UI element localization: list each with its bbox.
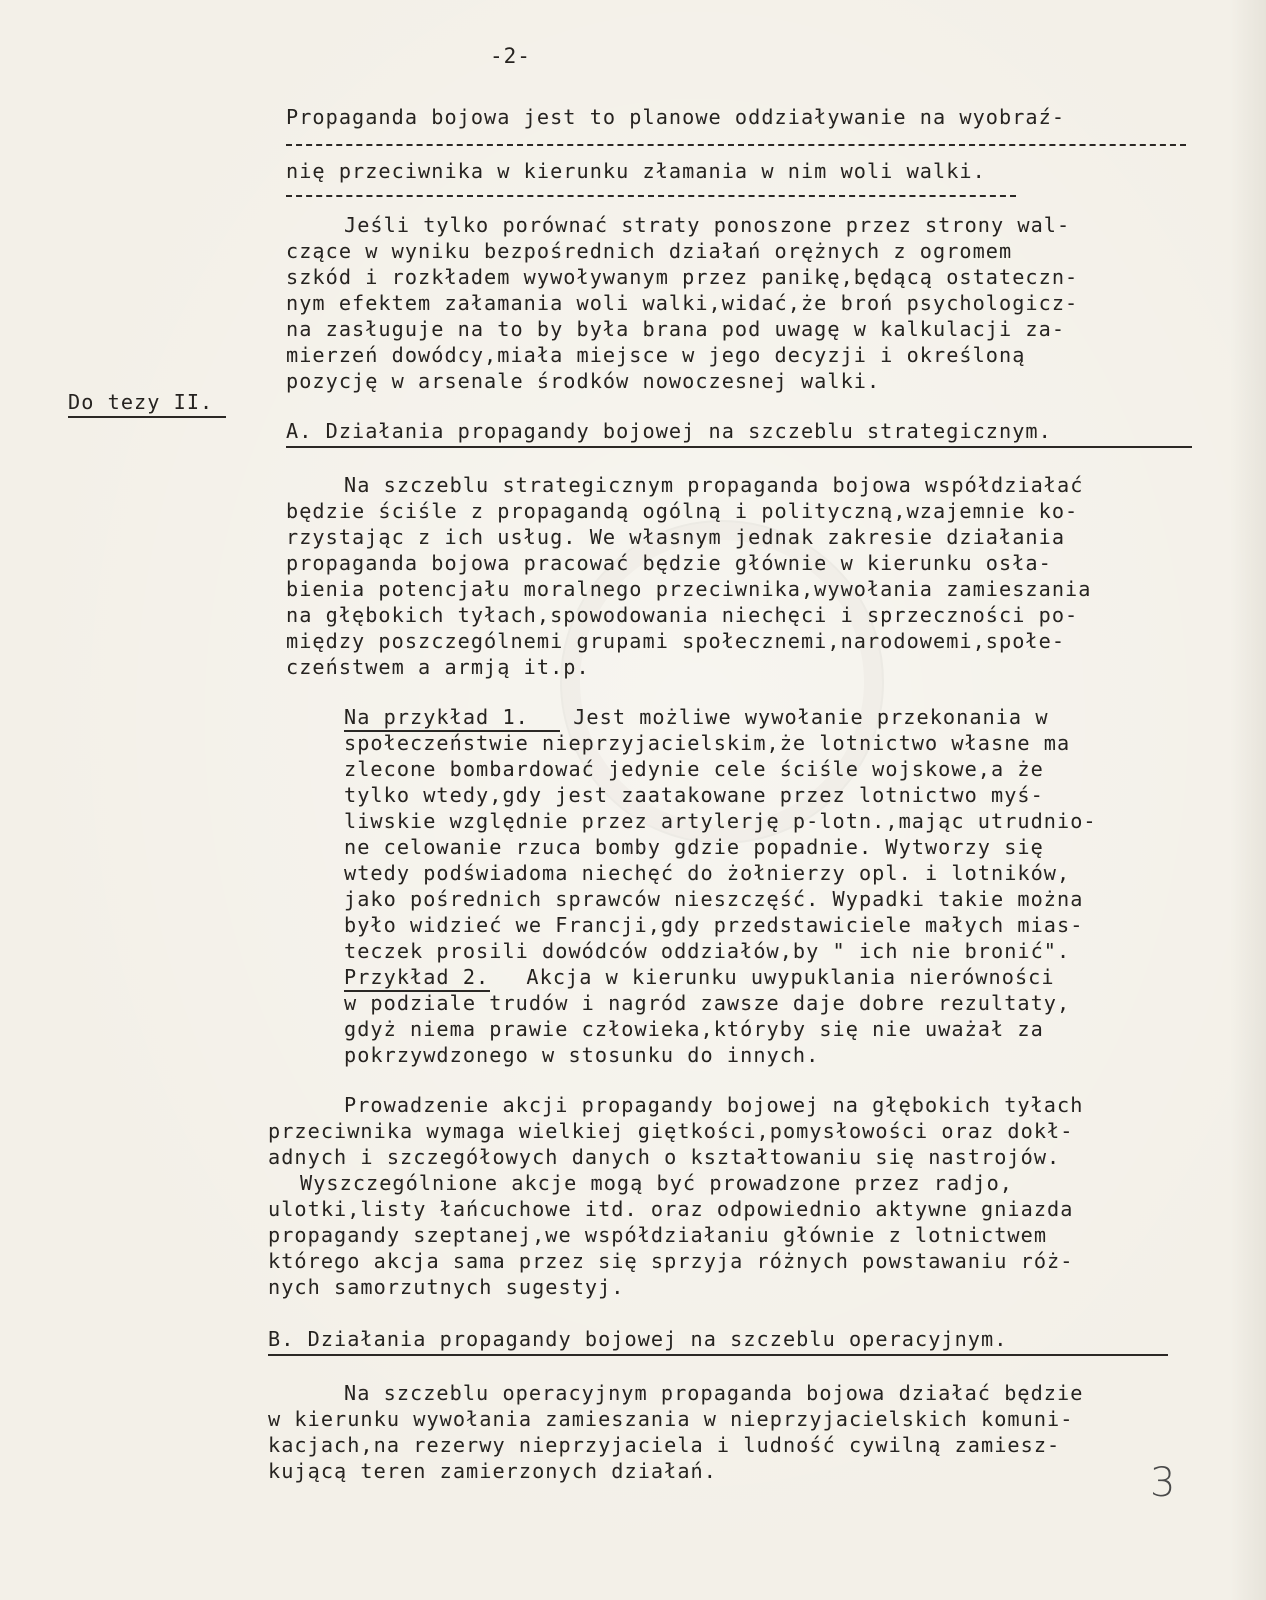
example-line: Jest możliwe wywołanie przekonania w: [560, 705, 1049, 729]
example-line: Akcja w kierunku uwypuklania nierówności: [500, 965, 1055, 989]
handwritten-page-number: 3: [1150, 1460, 1176, 1506]
body-line: pozycję w arsenale środków nowoczesnej walki.: [286, 369, 881, 393]
body-line: kującą teren zamierzonych działań.: [268, 1459, 717, 1483]
body-line: czeństwem a armją it.p.: [286, 655, 590, 679]
example-line: w podziale trudów i nagród zawsze daje dobre rezultaty,: [344, 991, 1071, 1015]
body-line: Wyszczególnione akcje mogą być prowadzone przez radjo,: [300, 1171, 1014, 1195]
side-note-underline: [68, 416, 226, 418]
definition-dashed-underline: [286, 144, 1186, 146]
example-line: pokrzywdzonego w stosunku do innych.: [344, 1043, 820, 1067]
body-line: w kierunku wywołania zamieszania w nieprzyjacielskich komuni-: [268, 1407, 1074, 1431]
example-line: ne celowanie rzuca bomby gdzie popadnie. Wytworzy się: [344, 835, 1044, 859]
body-line: szkód i rozkładem wywoływanym przez panikę,będącą ostateczn-: [286, 265, 1079, 289]
example-line: zlecone bombardować jedynie cele ściśle wojskowe,a że: [344, 757, 1044, 781]
body-line: będzie ściśle z propagandą ogólną i polityczną,wzajemnie ko-: [286, 499, 1079, 523]
section-heading-a: A. Działania propagandy bojowej na szczeblu strategicznym.: [286, 419, 1052, 443]
page-number: -2-: [490, 44, 531, 68]
body-line: nym efektem załamania woli walki,widać,że broń psychologicz-: [286, 291, 1079, 315]
body-line: na głębokich tyłach,spowodowania niechęci i sprzeczności po-: [286, 603, 1079, 627]
body-line: mierzeń dowódcy,miała miejsce w jego decyzji i określoną: [286, 343, 1026, 367]
example-line: wtedy podświadoma niechęć do żołnierzy opl. i lotników,: [344, 861, 1071, 885]
body-line: czące w wyniku bezpośrednich działań orężnych z ogromem: [286, 239, 1013, 263]
example-line: teczek prosili dowódców oddziałów,by " ich nie bronić".: [344, 939, 1071, 963]
body-line: Na szczeblu operacyjnym propaganda bojowa działać będzie: [344, 1381, 1084, 1405]
example-1-label: Na przykład 1.: [344, 705, 529, 729]
body-line: bienia potencjału moralnego przeciwnika,wywołania zamieszania: [286, 577, 1092, 601]
example-line: jako pośrednich sprawców nieszczęść. Wypadki takie można: [344, 887, 1084, 911]
body-line: przeciwnika wymaga wielkiej giętkości,pomysłowości oraz dokł-: [268, 1119, 1074, 1143]
definition-dashed-underline: [286, 195, 1016, 197]
page-edge-shadow: [1230, 0, 1266, 1600]
side-note: Do tezy II.: [68, 390, 214, 414]
example-line: społeczeństwie nieprzyjacielskim,że lotnictwo własne ma: [344, 731, 1071, 755]
example-line: było widzieć we Francji,gdy przedstawiciele małych mias-: [344, 913, 1084, 937]
section-heading-b-underline: [268, 1354, 1168, 1356]
body-line: Jeśli tylko porównać straty ponoszone przez strony wal-: [344, 213, 1071, 237]
section-heading-a-underline: [286, 446, 1192, 448]
example-line: liwskie względnie przez artylerję p-lotn.,mając utrudnio-: [344, 809, 1097, 833]
section-heading-b: B. Działania propagandy bojowej na szczeblu operacyjnym.: [268, 1327, 1008, 1351]
definition-line: Propaganda bojowa jest to planowe oddziaływanie na wyobraź-: [286, 105, 1066, 129]
body-line: propagandy szeptanej,we współdziałaniu głównie z lotnictwem: [268, 1223, 1048, 1247]
body-line: propaganda bojowa pracować będzie głównie w kierunku osła-: [286, 551, 1052, 575]
body-line: którego akcja sama przez się sprzyja różnych powstawaniu róż-: [268, 1249, 1074, 1273]
body-line: adnych i szczegółowych danych o kształtowaniu się nastrojów.: [268, 1145, 1061, 1169]
body-line: kacjach,na rezerwy nieprzyjaciela i ludność cywilną zamiesz-: [268, 1433, 1061, 1457]
body-line: między poszczególnemi grupami społecznemi,narodowemi,społe-: [286, 629, 1066, 653]
body-line: na zasługuje na to by była brana pod uwagę w kalkulacji za-: [286, 317, 1066, 341]
example-2-label: Przykład 2.: [344, 965, 490, 989]
body-line: Prowadzenie akcji propagandy bojowej na głębokich tyłach: [344, 1093, 1084, 1117]
body-line: ulotki,listy łańcuchowe itd. oraz odpowiednio aktywne gniazda: [268, 1197, 1074, 1221]
body-line: rzystając z ich usług. We własnym jednak zakresie działania: [286, 525, 1066, 549]
definition-line: nię przeciwnika w kierunku złamania w nim woli walki.: [286, 159, 986, 183]
body-line: nych samorzutnych sugestyj.: [268, 1275, 625, 1299]
example-line: gdyż niema prawie człowieka,któryby się nie uważał za: [344, 1017, 1044, 1041]
example-line: tylko wtedy,gdy jest zaatakowane przez lotnictwo myś-: [344, 783, 1044, 807]
body-line: Na szczeblu strategicznym propaganda bojowa współdziałać: [344, 473, 1084, 497]
